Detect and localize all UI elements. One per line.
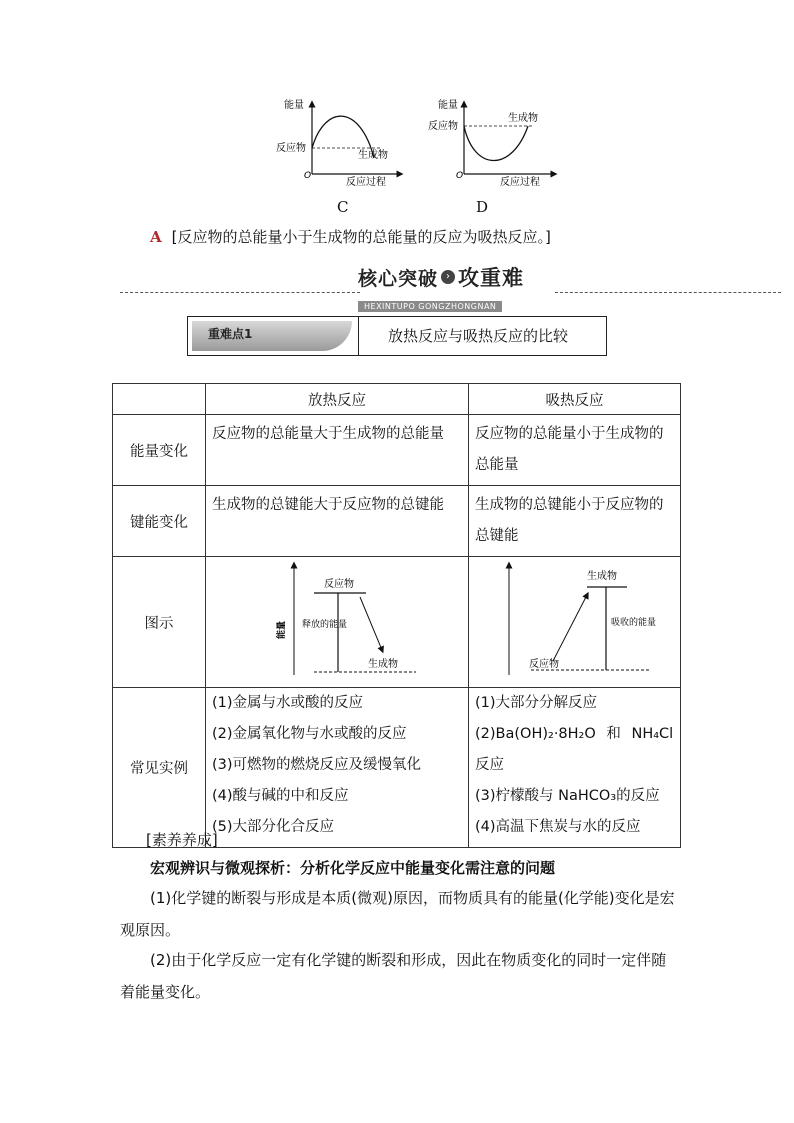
list-item: (2)Ba(OH)₂·8H₂O 和 NH₄Cl 反应	[475, 726, 674, 773]
cell-examples-exo	[206, 688, 469, 848]
list-item: (3)可燃物的燃烧反应及缓慢氧化	[212, 757, 422, 773]
cell-bond-endo-text: 生成物的总键能小于反应物的总键能	[475, 497, 664, 544]
cell-energy-endo	[469, 415, 681, 486]
list-item: (4)酸与碱的中和反应	[212, 788, 349, 804]
list-item: (1)金属与水或酸的反应	[212, 695, 364, 711]
graph-d-reactant: 反应物	[428, 121, 458, 132]
graph-d-origin: O	[456, 171, 464, 181]
literacy-paragraph-1: (1)化学键的断裂与形成是本质(微观)原因，而物质具有的能量(化学能)变化是宏观原因。	[120, 889, 675, 939]
list-item: (5)大部分化合反应	[212, 819, 335, 835]
exothermic-diagram	[206, 557, 468, 683]
exo-middle-label: 释放的能量	[302, 620, 348, 630]
graph-c-reactant: 反应物	[276, 143, 306, 154]
comparison-table	[112, 383, 681, 848]
literacy-label: [素养养成]	[146, 831, 218, 849]
row-label-diagram: 图示	[113, 557, 206, 688]
cell-energy-exo-text: 反应物的总能量大于生成物的总能量	[212, 426, 444, 442]
key-point-box	[187, 316, 607, 356]
graph-c-y-label: 能量	[284, 100, 304, 111]
graph-c-x-label: 反应过程	[346, 177, 386, 186]
graph-c-product: 生成物	[358, 150, 388, 161]
list-item: (3)柠檬酸与 NaHCO₃的反应	[475, 788, 660, 804]
cell-diagram-exo	[206, 557, 469, 688]
cell-bond-exo	[206, 486, 469, 557]
graph-d-product: 生成物	[508, 113, 538, 124]
cell-energy-endo-text: 反应物的总能量小于生成物的总能量	[475, 426, 664, 473]
cell-bond-exo-text: 生成物的总键能大于反应物的总键能	[212, 497, 444, 513]
cell-examples-endo	[469, 688, 681, 848]
key-point-tag: 重难点1	[208, 327, 253, 341]
row-label-examples: 常见实例	[113, 688, 206, 848]
graph-d-y-label: 能量	[438, 100, 458, 111]
literacy-heading: 宏观辨识与微观探析：分析化学反应中能量变化需注意的问题	[150, 859, 556, 877]
table-row	[113, 486, 681, 557]
exo-bottom-label: 生成物	[368, 659, 398, 670]
table-header-exo: 放热反应	[206, 384, 469, 415]
graph-c-origin: O	[304, 171, 312, 181]
table-row	[113, 415, 681, 486]
table-header-endo: 吸热反应	[469, 384, 681, 415]
table-header-row	[113, 384, 681, 415]
table-header-empty	[113, 384, 206, 415]
header-dash-left	[120, 292, 360, 293]
key-point-tag-area	[188, 317, 359, 355]
endo-middle-label: 吸收的能量	[611, 618, 657, 628]
endo-bottom-label: 反应物	[529, 659, 559, 670]
exo-y-label: 能量	[277, 620, 287, 639]
graph-d-letter: D	[476, 198, 489, 216]
key-point-title: 放热反应与吸热反应的比较	[388, 327, 569, 345]
row-label-bond: 键能变化	[113, 486, 206, 557]
header-subtitle: HEXINTUPO GONGZHONGNAN	[358, 301, 502, 312]
endo-top-label: 生成物	[587, 571, 617, 582]
cell-diagram-endo	[469, 557, 681, 688]
cell-bond-endo	[469, 486, 681, 557]
endothermic-diagram	[469, 557, 680, 683]
answer-line	[150, 226, 551, 247]
graph-d	[424, 94, 564, 186]
literacy-paragraph-2: (2)由于化学反应一定有化学键的断裂和形成，因此在物质变化的同时一定伴随着能量变化。	[120, 951, 667, 1001]
exo-top-label: 反应物	[324, 579, 354, 590]
list-item: (4)高温下焦炭与水的反应	[475, 819, 641, 835]
list-item: (2)金属氧化物与水或酸的反应	[212, 726, 407, 742]
list-item: (1)大部分分解反应	[475, 695, 598, 711]
graph-d-x-label: 反应过程	[500, 177, 540, 186]
header-dash-right	[555, 292, 781, 293]
table-row	[113, 557, 681, 688]
section-header	[358, 262, 548, 313]
answer-letter: A	[150, 228, 162, 246]
header-title-left: 核心突破	[358, 267, 439, 290]
row-label-energy: 能量变化	[113, 415, 206, 486]
cell-energy-exo	[206, 415, 469, 486]
graph-c	[270, 94, 410, 186]
graph-c-letter: C	[337, 198, 349, 216]
answer-explanation: [反应物的总能量小于生成物的总能量的反应为吸热反应。]	[171, 228, 551, 246]
chevron-right-icon: ›	[441, 270, 455, 284]
header-title-right: 攻重难	[458, 266, 525, 290]
